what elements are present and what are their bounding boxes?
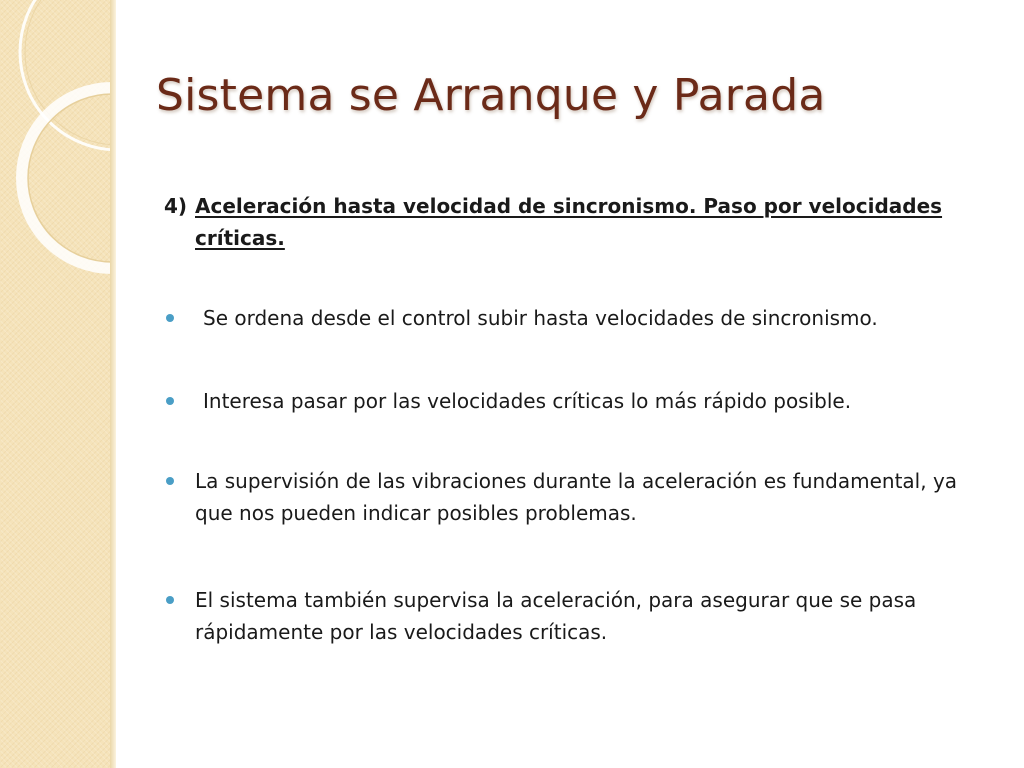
- side-strip-edge: [110, 0, 116, 768]
- section-heading: [164, 190, 964, 254]
- bullet-icon: [166, 596, 174, 604]
- slide-content: [164, 190, 964, 648]
- section-number: 4): [164, 194, 188, 218]
- slide-title: Sistema se Arranque y Parada: [156, 70, 826, 121]
- decorative-rings-icon: [0, 0, 114, 768]
- bullet-text: La supervisión de las vibraciones durante la aceleración es fundamental, ya que nos pueden indicar posibles problemas.: [195, 469, 958, 525]
- bullet-icon: [166, 314, 174, 322]
- bullet-icon: [166, 397, 174, 405]
- list-item: [164, 584, 964, 648]
- list-item: [164, 385, 964, 417]
- bullet-text: Se ordena desde el control subir hasta velocidades de sincronismo.: [203, 306, 878, 330]
- list-item: [164, 465, 964, 529]
- bullet-text: Interesa pasar por las velocidades críticas lo más rápido posible.: [203, 389, 852, 413]
- list-item: [164, 302, 964, 334]
- bullet-list: [164, 302, 964, 648]
- bullet-icon: [166, 477, 174, 485]
- section-heading-text: Aceleración hasta velocidad de sincronismo. Paso por velocidades críticas.: [195, 194, 943, 250]
- decorative-side-strip: [0, 0, 114, 768]
- bullet-text: El sistema también supervisa la aceleración, para asegurar que se pasa rápidamente por las velocidades críticas.: [195, 588, 917, 644]
